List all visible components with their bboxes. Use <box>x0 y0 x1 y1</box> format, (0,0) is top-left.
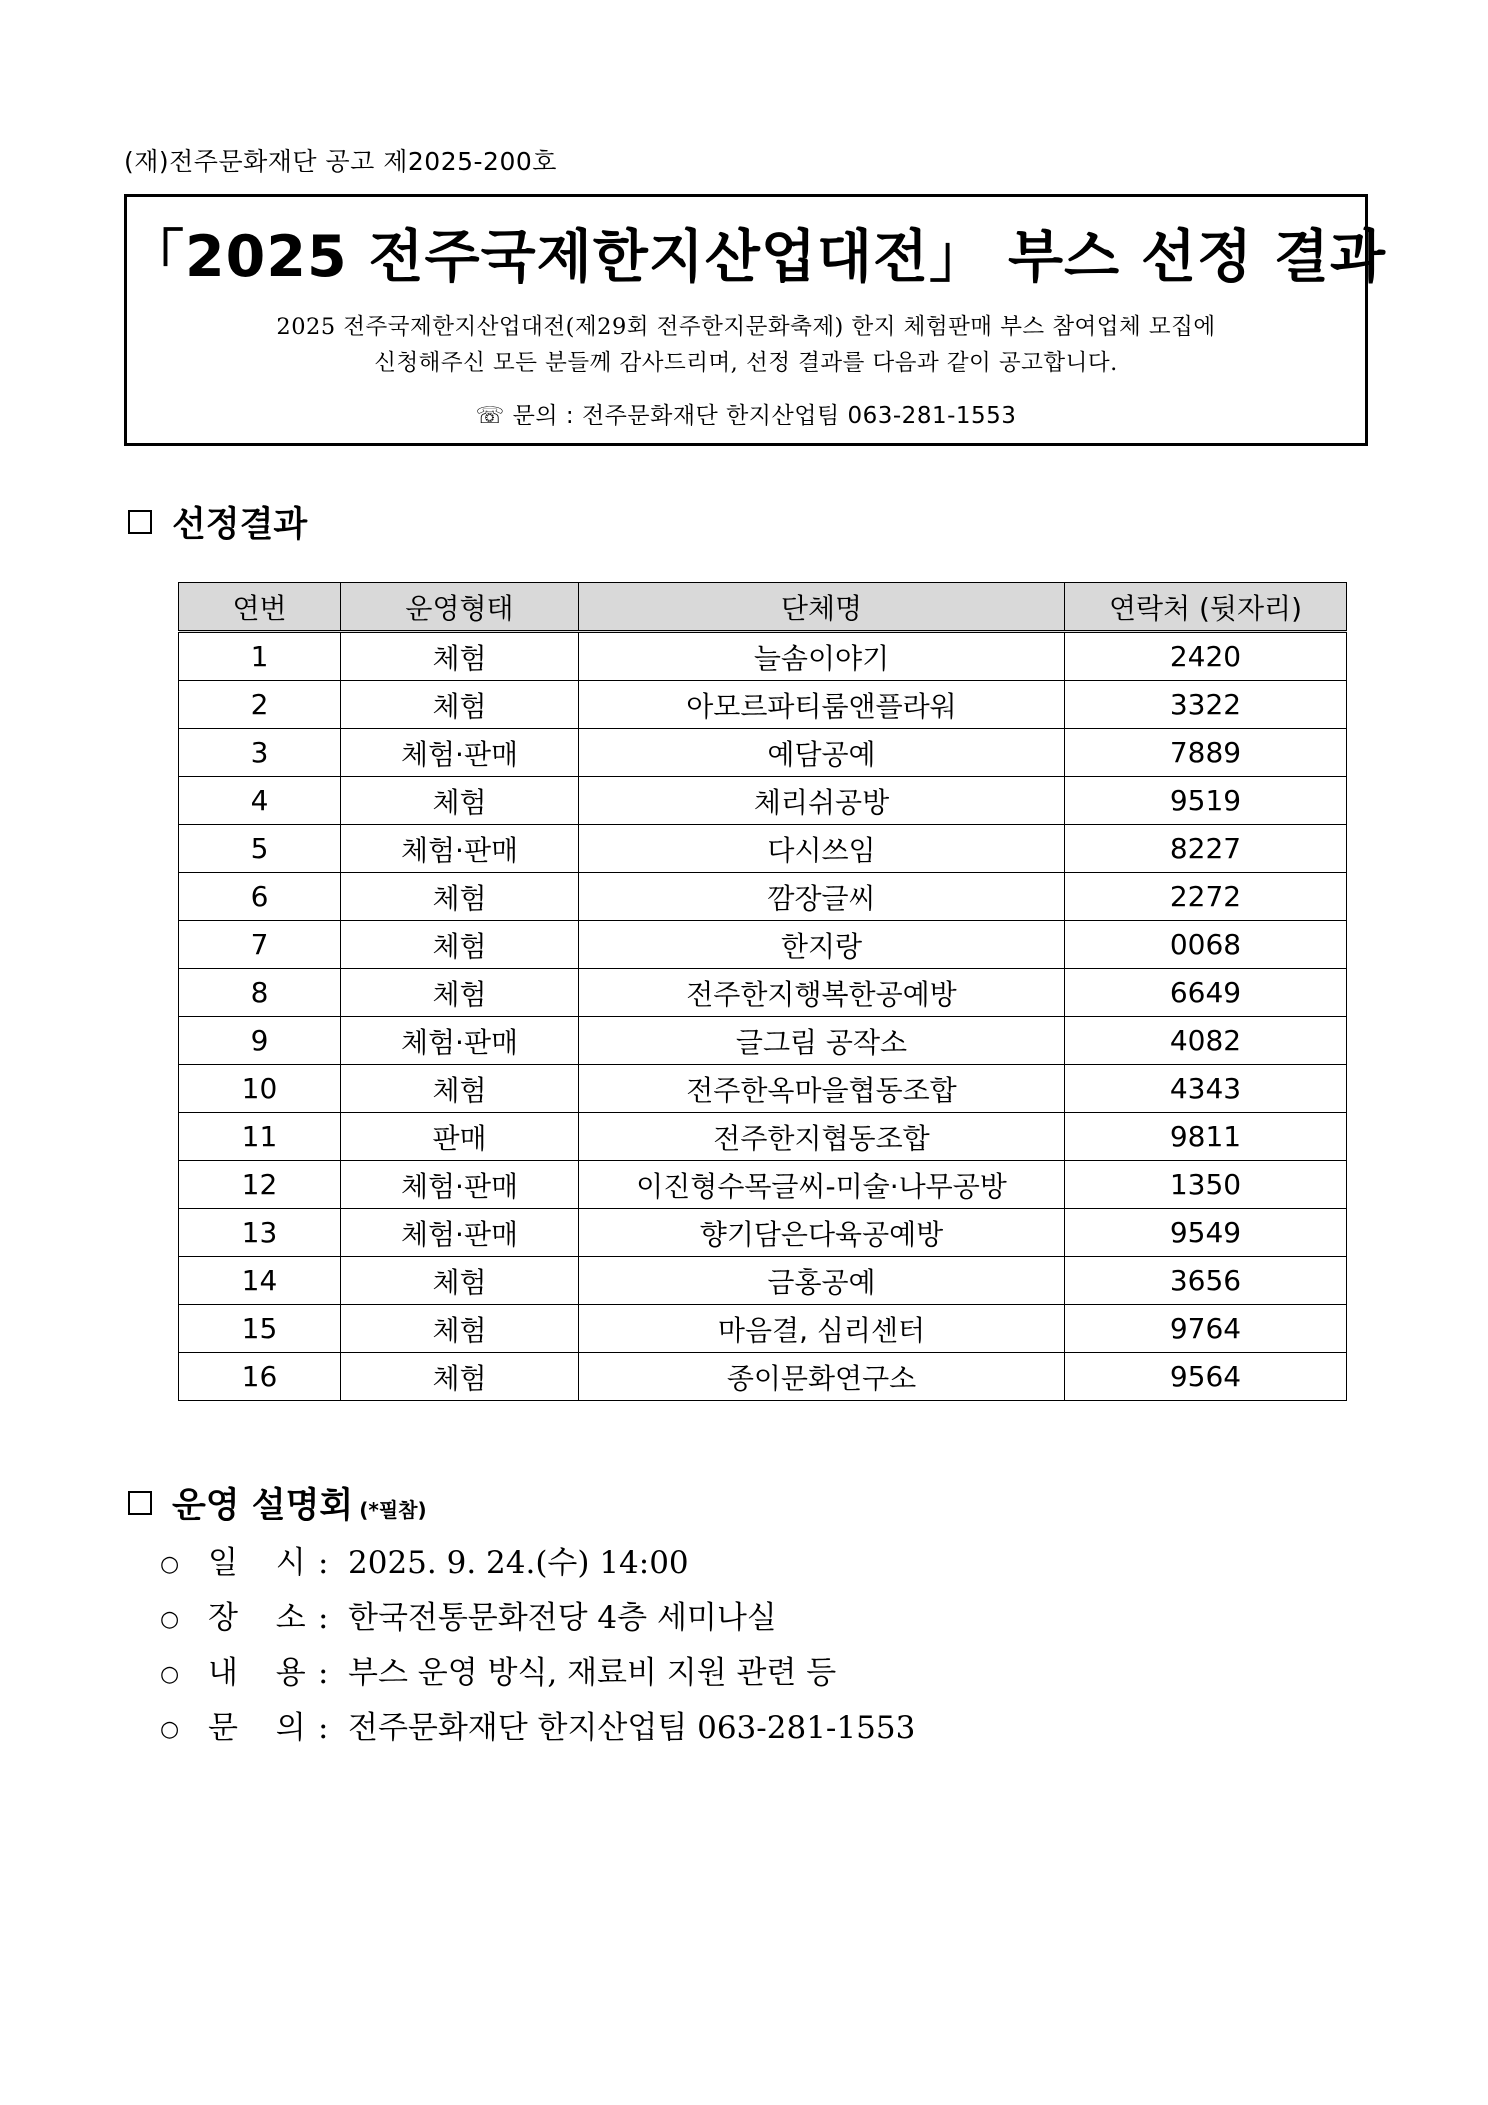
row-number-cell: 13 <box>179 1209 341 1257</box>
phone-icon: ☏ <box>475 403 505 429</box>
operation-type-cell: 체험·판매 <box>341 1017 579 1065</box>
table-body <box>179 632 1347 1401</box>
section-heading-briefing <box>128 1478 427 1528</box>
organization-name-cell: 종이문화연구소 <box>579 1353 1065 1401</box>
operation-type-cell: 체험 <box>341 969 579 1017</box>
row-number-cell: 8 <box>179 969 341 1017</box>
info-value: 2025. 9. 24.(수) 14:00 <box>348 1545 689 1581</box>
section-heading-result <box>128 497 307 547</box>
info-separator: : <box>318 1710 329 1746</box>
operation-type-cell: 체험 <box>341 681 579 729</box>
info-value: 부스 운영 방식, 재료비 지원 관련 등 <box>348 1655 837 1691</box>
row-number-cell: 9 <box>179 1017 341 1065</box>
row-number-cell: 7 <box>179 921 341 969</box>
table-row <box>179 1161 1347 1209</box>
table-row <box>179 1305 1347 1353</box>
operation-type-cell: 체험 <box>341 777 579 825</box>
announcement-header-box <box>124 194 1387 446</box>
table-row <box>179 729 1347 777</box>
contact-suffix-cell: 1350 <box>1065 1161 1347 1209</box>
operation-type-cell: 체험·판매 <box>341 825 579 873</box>
table-row <box>179 1017 1347 1065</box>
organization-name-cell: 전주한옥마을협동조합 <box>579 1065 1065 1113</box>
table-row <box>179 1065 1347 1113</box>
info-value: 한국전통문화전당 4층 세미나실 <box>348 1600 777 1636</box>
row-number-cell: 3 <box>179 729 341 777</box>
square-bullet-icon <box>128 510 152 534</box>
row-number-cell: 6 <box>179 873 341 921</box>
table-row <box>179 969 1347 1017</box>
contact-suffix-cell: 9811 <box>1065 1113 1347 1161</box>
contact-suffix-cell: 7889 <box>1065 729 1347 777</box>
contact-suffix-cell: 2420 <box>1065 632 1347 681</box>
organization-name-cell: 전주한지협동조합 <box>579 1113 1065 1161</box>
row-number-cell: 12 <box>179 1161 341 1209</box>
row-number-cell: 5 <box>179 825 341 873</box>
row-number-cell: 2 <box>179 681 341 729</box>
contact-suffix-cell: 6649 <box>1065 969 1347 1017</box>
selection-result-table <box>178 582 1347 1401</box>
organization-name-cell: 향기담은다육공예방 <box>579 1209 1065 1257</box>
contact-suffix-cell: 9564 <box>1065 1353 1347 1401</box>
operation-type-cell: 체험·판매 <box>341 1209 579 1257</box>
organization-name-cell: 전주한지행복한공예방 <box>579 969 1065 1017</box>
operation-type-cell: 체험 <box>341 873 579 921</box>
organization-name-cell: 금홍공예 <box>579 1257 1065 1305</box>
contact-suffix-cell: 8227 <box>1065 825 1347 873</box>
organization-name-cell: 한지랑 <box>579 921 1065 969</box>
info-label: 내 용 <box>208 1655 320 1691</box>
operation-type-cell: 체험·판매 <box>341 1161 579 1209</box>
info-separator: : <box>318 1655 329 1691</box>
operation-type-cell: 체험 <box>341 1305 579 1353</box>
table-header-row <box>179 583 1347 632</box>
operation-type-cell: 체험·판매 <box>341 729 579 777</box>
table-row <box>179 1257 1347 1305</box>
info-item <box>160 1591 915 1646</box>
column-header: 연번 <box>179 583 341 632</box>
organization-name-cell: 글그림 공작소 <box>579 1017 1065 1065</box>
table-row <box>179 825 1347 873</box>
info-value: 전주문화재단 한지산업팀 063-281-1553 <box>348 1710 916 1746</box>
organization-name-cell: 체리쉬공방 <box>579 777 1065 825</box>
table-row <box>179 1209 1347 1257</box>
row-number-cell: 10 <box>179 1065 341 1113</box>
page-title: 「2025 전주국제한지산업대전」 부스 선정 결과 <box>127 224 1387 290</box>
circle-bullet-icon: ○ <box>160 1552 180 1577</box>
info-item <box>160 1536 915 1591</box>
column-header: 단체명 <box>579 583 1065 632</box>
operation-type-cell: 체험 <box>341 921 579 969</box>
info-label: 일 시 <box>208 1545 320 1581</box>
header-contact-text: 문의 : 전주문화재단 한지산업팀 063-281-1553 <box>512 403 1017 429</box>
contact-suffix-cell: 4343 <box>1065 1065 1347 1113</box>
info-item <box>160 1646 915 1701</box>
circle-bullet-icon: ○ <box>160 1662 180 1687</box>
row-number-cell: 15 <box>179 1305 341 1353</box>
operation-type-cell: 체험 <box>341 1353 579 1401</box>
contact-suffix-cell: 2272 <box>1065 873 1347 921</box>
operation-type-cell: 체험 <box>341 632 579 681</box>
info-separator: : <box>318 1600 329 1636</box>
contact-suffix-cell: 3322 <box>1065 681 1347 729</box>
briefing-info-list <box>160 1536 915 1756</box>
operation-type-cell: 체험 <box>341 1257 579 1305</box>
info-label: 장 소 <box>208 1600 320 1636</box>
column-header: 운영형태 <box>341 583 579 632</box>
row-number-cell: 11 <box>179 1113 341 1161</box>
info-separator: : <box>318 1545 329 1581</box>
row-number-cell: 16 <box>179 1353 341 1401</box>
row-number-cell: 14 <box>179 1257 341 1305</box>
intro-text <box>127 309 1365 381</box>
info-label: 문 의 <box>208 1710 320 1746</box>
mandatory-note: (*필참) <box>359 1498 427 1522</box>
operation-type-cell: 체험 <box>341 1065 579 1113</box>
organization-name-cell: 늘솜이야기 <box>579 632 1065 681</box>
table-row <box>179 777 1347 825</box>
info-item <box>160 1701 915 1756</box>
row-number-cell: 1 <box>179 632 341 681</box>
organization-name-cell: 이진형수목글씨-미술·나무공방 <box>579 1161 1065 1209</box>
column-header: 연락처 (뒷자리) <box>1065 583 1347 632</box>
contact-suffix-cell: 9549 <box>1065 1209 1347 1257</box>
circle-bullet-icon: ○ <box>160 1607 180 1632</box>
organization-name-cell: 마음결, 심리센터 <box>579 1305 1065 1353</box>
table-row <box>179 1113 1347 1161</box>
organization-name-cell: 예담공예 <box>579 729 1065 777</box>
contact-suffix-cell: 4082 <box>1065 1017 1347 1065</box>
intro-line-1: 2025 전주국제한지산업대전(제29회 전주한지문화축제) 한지 체험판매 부스 참여업체 모집에 <box>276 314 1216 340</box>
row-number-cell: 4 <box>179 777 341 825</box>
circle-bullet-icon: ○ <box>160 1717 180 1742</box>
organization-name-cell: 다시쓰임 <box>579 825 1065 873</box>
organization-name-cell: 아모르파티룸앤플라워 <box>579 681 1065 729</box>
table-row <box>179 921 1347 969</box>
contact-suffix-cell: 0068 <box>1065 921 1347 969</box>
table-row <box>179 1353 1347 1401</box>
square-bullet-icon <box>128 1491 152 1515</box>
table-row <box>179 632 1347 681</box>
contact-suffix-cell: 9764 <box>1065 1305 1347 1353</box>
table-row <box>179 873 1347 921</box>
header-contact <box>127 397 1365 430</box>
contact-suffix-cell: 9519 <box>1065 777 1347 825</box>
intro-line-2: 신청해주신 모든 분들께 감사드리며, 선정 결과를 다음과 같이 공고합니다. <box>374 350 1118 376</box>
contact-suffix-cell: 3656 <box>1065 1257 1347 1305</box>
organization-name-cell: 깜장글씨 <box>579 873 1065 921</box>
section-heading-briefing-text: 운영 설명회 <box>172 1486 354 1526</box>
table-row <box>179 681 1347 729</box>
notice-number: (재)전주문화재단 공고 제2025-200호 <box>124 147 557 176</box>
operation-type-cell: 판매 <box>341 1113 579 1161</box>
section-heading-result-text: 선정결과 <box>172 505 308 545</box>
